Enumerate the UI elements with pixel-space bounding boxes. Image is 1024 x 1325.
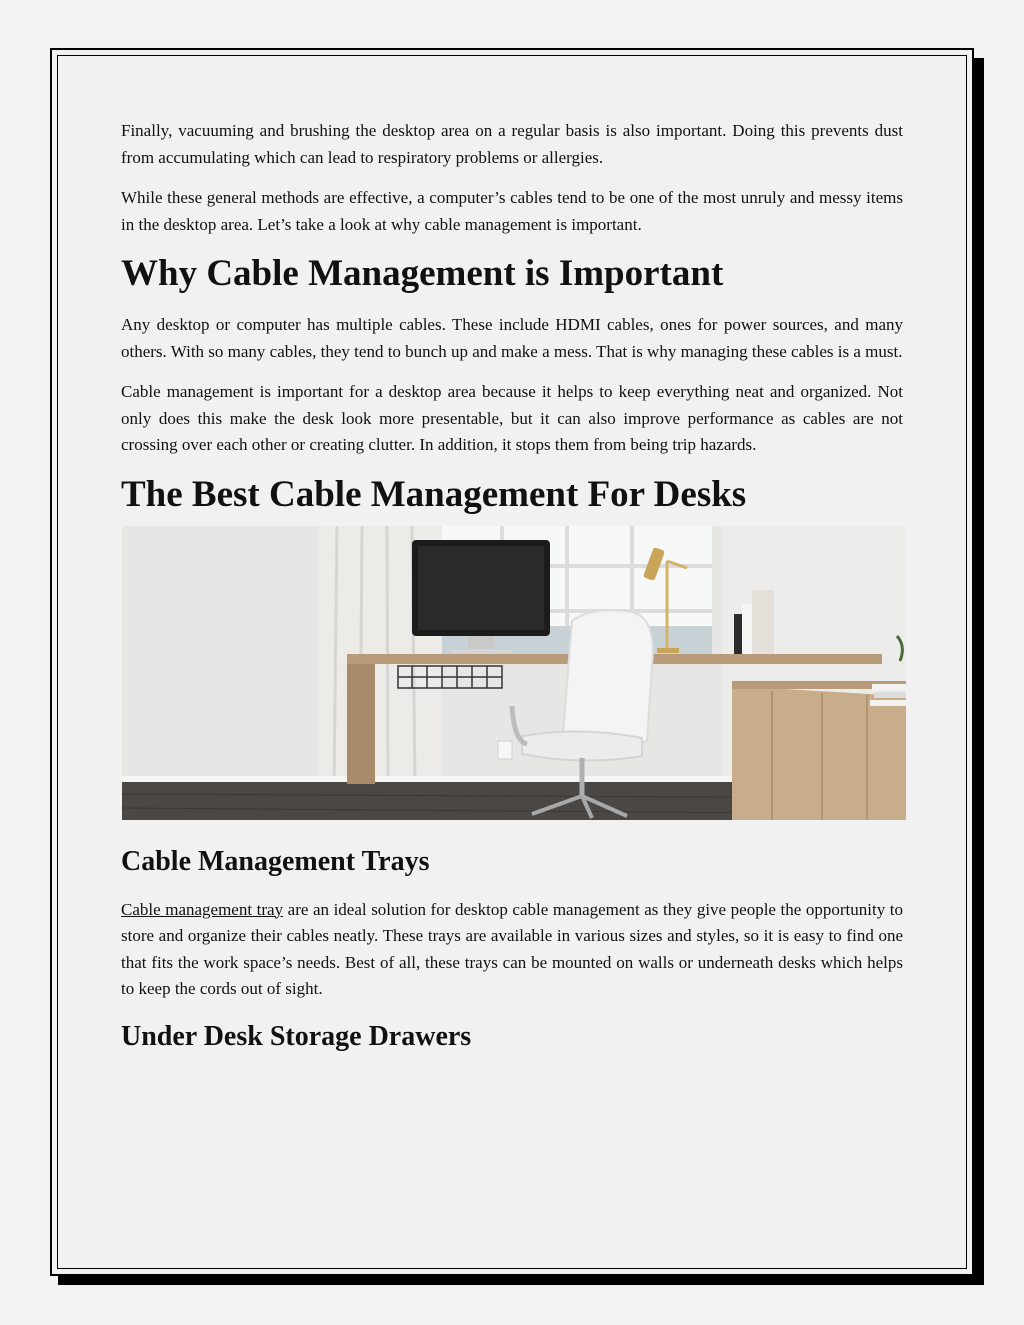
paragraph-general-methods: While these general methods are effective, a computer’s cables tend to be one of the most unruly and messy items in the desktop area. Let’s take a look at why cable management is important. [121,188,903,234]
document-content [121,118,903,1055]
desk-photo [122,526,906,820]
heading-why-cable-management: Why Cable Management is Important [121,253,724,294]
heading-under-desk-drawers: Under Desk Storage Drawers [121,1020,472,1052]
heading-best-cable-management: The Best Cable Management For Desks [121,473,747,515]
heading-cable-management-trays: Cable Management Trays [121,845,430,877]
paragraph-trays-text: are an ideal solution for desktop cable management as they give people the opportunity to store and organize their cables neatly. These trays are available in various sizes and styles, so it is easy to find one that fits the work space’s needs. Best of all, these trays can be mounted on walls or underneath desks which helps to keep the cords out of sight. [121,899,903,998]
paragraph-vacuuming: Finally, vacuuming and brushing the desktop area on a regular basis is also important. Doing this prevents dust from accumulating which can lead to respiratory problems or allergies. [121,121,903,167]
cable-management-tray-link[interactable]: Cable management tray [121,899,284,919]
paragraph-multiple-cables: Any desktop or computer has multiple cables. These include HDMI cables, ones for power sources, and many others. With so many cables, they tend to bunch up and make a mess. That is why managing these cables is a must. [121,315,903,361]
paragraph-trays [121,897,903,1003]
paragraph-importance: Cable management is important for a desktop area because it helps to keep everything neat and organized. Not only does this make the desk look more presentable, but it can also improve performance as cables are not crossing over each other or creating clutter. In addition, it stops them from being trip hazards. [121,382,903,454]
